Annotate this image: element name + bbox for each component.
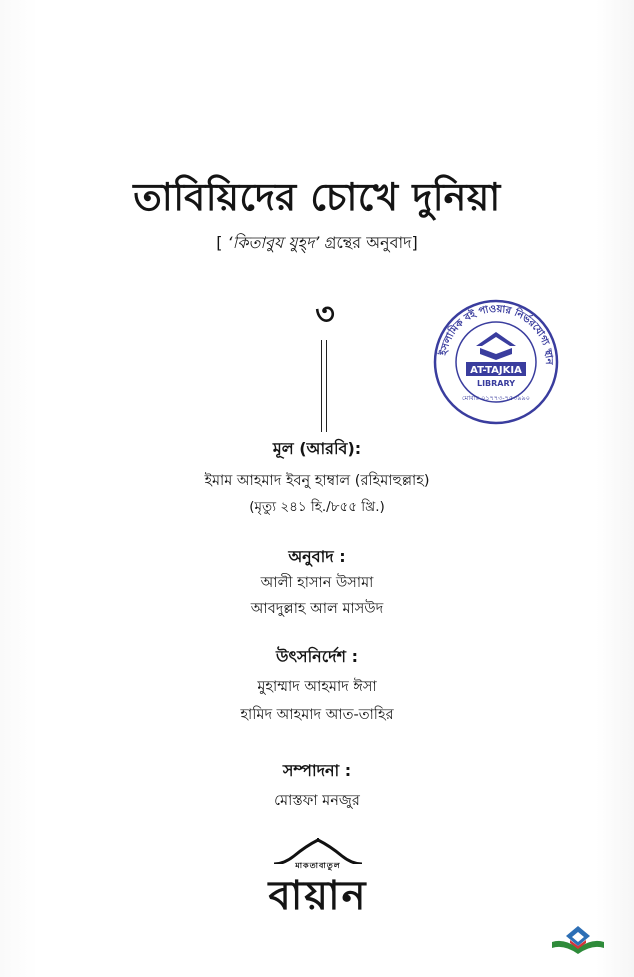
publisher-logo xyxy=(254,838,382,918)
translator-2: আবদুল্লাহ আল মাসউদ xyxy=(250,601,384,617)
subtitle-open-bracket: [ xyxy=(216,233,228,252)
original-author: ইমাম আহমাদ ইবনু হাম্বাল (রহিমাহুল্লাহ) xyxy=(204,473,430,489)
divider-line-left xyxy=(321,340,322,432)
original-author-death: (মৃত্যু ২৪১ হি./৮৫৫ খ্রি.) xyxy=(249,499,385,515)
subtitle-rest: গ্রন্থের অনুবাদ] xyxy=(319,233,418,252)
stamp-ring-text: ইসলামিক বই পাওয়ার নির্ভরযোগ্য স্থান xyxy=(438,303,555,365)
stamp-phone: মোবাঃ ০১৭৭৩-৭৫৩৯৯০ xyxy=(462,394,530,402)
publisher-name: বায়ান xyxy=(268,873,368,919)
references-label: উৎসনির্দেশ : xyxy=(276,647,358,666)
translator-1: আলী হাসান উসামা xyxy=(260,575,374,591)
editor-name: মোস্তফা মনজুর xyxy=(274,793,360,809)
volume-number: ৩ xyxy=(315,297,335,332)
stamp-graphic xyxy=(432,298,560,426)
corner-watermark-logo xyxy=(548,922,608,958)
translation-label: অনুবাদ : xyxy=(288,547,346,566)
book-title: তাবিয়িদের চোখে দুনিয়া xyxy=(133,175,501,219)
original-label: মূল (আরবি): xyxy=(272,439,362,458)
book-subtitle xyxy=(0,230,634,257)
open-book-icon xyxy=(548,922,608,958)
divider-line-right xyxy=(326,340,327,432)
editing-label: সম্পাদনা : xyxy=(282,761,352,780)
stamp-sub: LIBRARY xyxy=(476,379,516,388)
library-stamp xyxy=(432,298,560,426)
book-emblem-icon xyxy=(476,332,516,360)
subtitle-original-title: ‘কিতাবুয যুহ্‌দ’ xyxy=(227,233,320,252)
reference-person-2: হামিদ আহমাদ আত-তাহির xyxy=(240,707,394,723)
publisher-prefix: মাকতাবাতুল xyxy=(295,861,341,870)
reference-person-1: মুহাম্মাদ আহমাদ ঈসা xyxy=(257,679,377,695)
stamp-name: AT-TAJKIA xyxy=(470,365,522,376)
